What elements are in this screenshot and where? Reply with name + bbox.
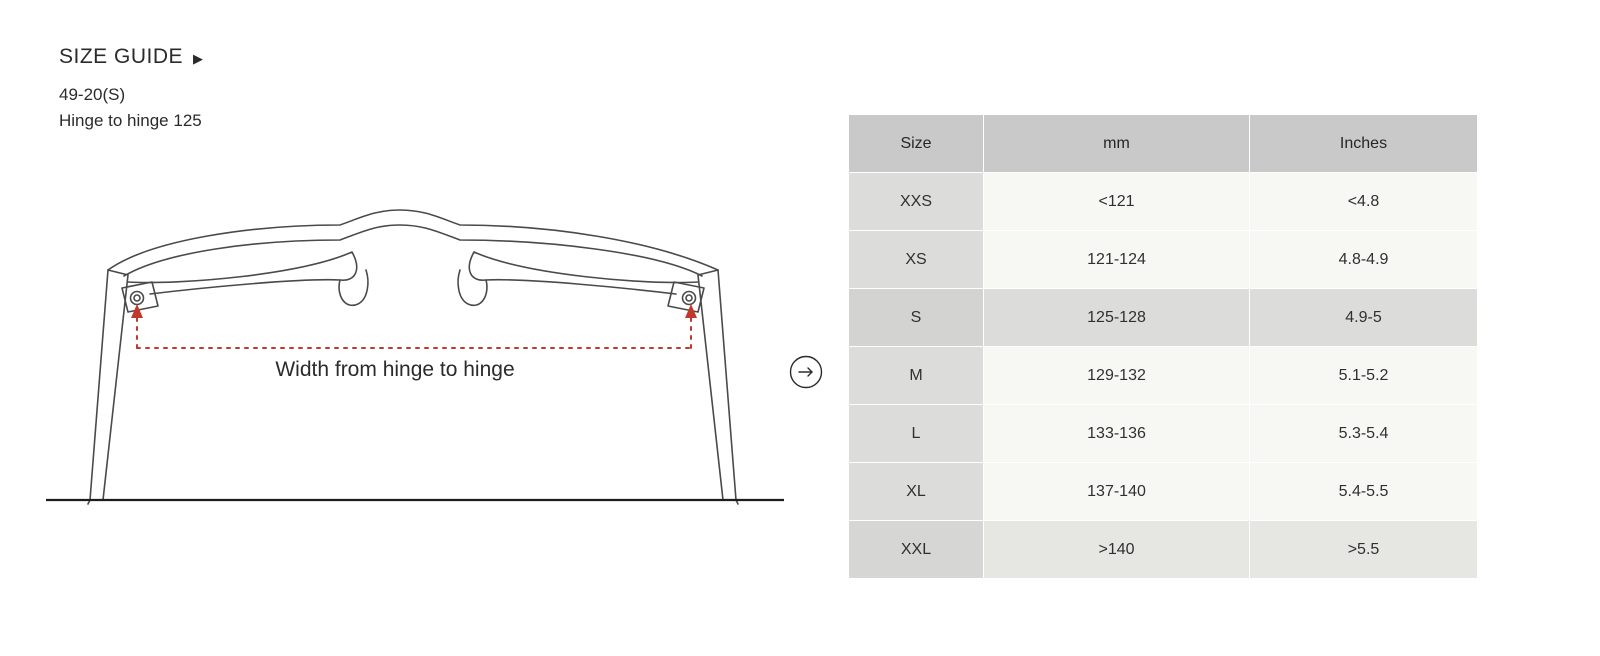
cell-mm: 129-132	[984, 347, 1250, 405]
table-row[interactable]	[849, 231, 1478, 289]
cell-size: XXL	[849, 521, 984, 579]
cell-inches: 5.3-5.4	[1250, 405, 1478, 463]
table-row[interactable]	[849, 521, 1478, 579]
cell-size: S	[849, 289, 984, 347]
hinge-measure: Hinge to hinge 125	[59, 111, 202, 130]
column-header-inches: Inches	[1250, 115, 1478, 173]
cell-mm: <121	[984, 173, 1250, 231]
cell-inches: 4.8-4.9	[1250, 231, 1478, 289]
triangle-right-icon[interactable]: ▶	[193, 50, 204, 66]
cell-inches: 4.9-5	[1250, 289, 1478, 347]
cell-mm: >140	[984, 521, 1250, 579]
cell-inches: >5.5	[1250, 521, 1478, 579]
table-row[interactable]	[849, 463, 1478, 521]
model-code: 49-20(S)	[59, 85, 126, 104]
cell-size: L	[849, 405, 984, 463]
column-header-mm: mm	[984, 115, 1250, 173]
table-row[interactable]	[849, 173, 1478, 231]
arrow-right-circle-icon	[789, 355, 823, 389]
column-header-size: Size	[849, 115, 984, 173]
cell-size: XS	[849, 231, 984, 289]
table-row[interactable]	[849, 347, 1478, 405]
cell-mm: 125-128	[984, 289, 1250, 347]
diagram-caption: Width from hinge to hinge	[275, 358, 515, 381]
cell-inches: 5.4-5.5	[1250, 463, 1478, 521]
table-row-selected[interactable]	[849, 289, 1478, 347]
product-spec	[59, 82, 202, 134]
size-chart-table	[848, 114, 1478, 579]
cell-inches: 5.1-5.2	[1250, 347, 1478, 405]
cell-inches: <4.8	[1250, 173, 1478, 231]
size-guide-header[interactable]	[59, 45, 203, 69]
table-header-row	[849, 115, 1478, 173]
table-row[interactable]	[849, 405, 1478, 463]
cell-mm: 137-140	[984, 463, 1250, 521]
cell-size: XL	[849, 463, 984, 521]
cell-mm: 121-124	[984, 231, 1250, 289]
cell-size: M	[849, 347, 984, 405]
cell-size: XXS	[849, 173, 984, 231]
cell-mm: 133-136	[984, 405, 1250, 463]
measurement-line	[137, 316, 691, 348]
page-title: SIZE GUIDE	[59, 45, 184, 68]
